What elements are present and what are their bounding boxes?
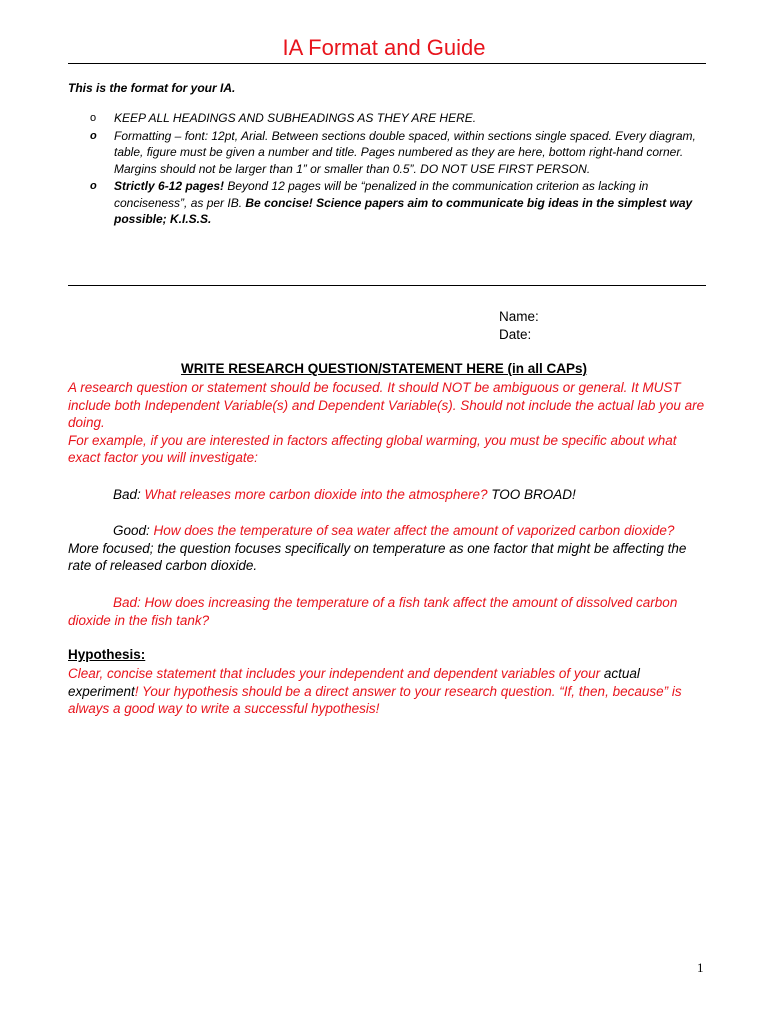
list-item <box>88 178 698 228</box>
bullet-emphasis: Be concise! Science papers aim to communicate big ideas in the simplest way possible; K.I.S.S. <box>114 195 693 226</box>
research-question-guidance <box>68 379 708 467</box>
hyp-text-3: ! Your hypothesis should be a direct answer to your research question. “If, then, because” is always a good way to write a successful hypothesis! <box>68 683 682 717</box>
bullet-marker: o <box>90 112 97 124</box>
format-bullet-list <box>88 110 698 228</box>
research-question-heading: WRITE RESEARCH QUESTION/STATEMENT HERE (in all CAPs) <box>180 361 588 376</box>
date-label: Date: <box>499 327 532 342</box>
bullet-text: KEEP ALL HEADINGS AND SUBHEADINGS AS THEY ARE HERE. <box>114 111 477 125</box>
bad-label: Bad: <box>113 487 145 502</box>
hypothesis-guidance <box>68 665 708 718</box>
bad-example-2-text: Bad: How does increasing the temperature of a fish tank affect the amount of dissolved carbon dioxide in the fish tank? <box>68 595 678 628</box>
rq-paragraph-2: For example, if you are interested in factors affecting global warming, you must be specific about what exact factor you will investigate: <box>68 432 677 466</box>
hyp-text-2: actual experiment <box>68 666 640 699</box>
top-divider <box>68 63 706 64</box>
bullet-lead: Strictly 6-12 pages! <box>114 179 225 193</box>
good-label: Good: <box>113 523 154 538</box>
page-number: 1 <box>697 960 704 975</box>
page-title: IA Format and Guide <box>282 35 486 60</box>
bad-note: TOO BROAD! <box>487 487 576 502</box>
good-note: More focused; the question focuses specifically on temperature as one factor that might be affecting the rate of released carbon dioxide. <box>68 540 687 574</box>
hyp-text-1: Clear, concise statement that includes your independent and dependent variables of your <box>68 666 604 681</box>
bullet-marker: o <box>90 129 97 142</box>
bullet-text: Beyond 12 pages will be “penalized in the communication criterion as lacking in conciseness”, as per IB. <box>114 179 649 210</box>
bullet-marker: o <box>90 180 97 192</box>
bad-example-2 <box>68 594 708 629</box>
hypothesis-heading: Hypothesis: <box>68 647 146 662</box>
bad-example-text: What releases more carbon dioxide into the atmosphere? <box>144 487 488 502</box>
intro-text: This is the format for your IA. <box>68 81 236 95</box>
good-example <box>68 522 708 575</box>
list-item <box>88 110 698 127</box>
bad-example-1 <box>68 486 708 504</box>
good-example-text: How does the temperature of sea water affect the amount of vaporized carbon dioxide? <box>153 523 675 538</box>
list-item <box>88 128 698 178</box>
rq-paragraph-1: A research question or statement should be focused. It should NOT be ambiguous or general. It MUST include both Independent Variable(s) and Dependent Variable(s). Should not include the actual lab you are doing. <box>68 380 705 431</box>
name-label: Name: <box>499 309 539 324</box>
bullet-text: Formatting – font: 12pt, Arial. Between sections double spaced, within sections single spaced. Every diagram, table, figure must be given a number and title. Pages numbered as they are here, bottom right-hand corner. Margins should not be larger than 1” or smaller than 0.5”. DO NOT USE FIRST PERSON. <box>114 128 696 176</box>
section-divider <box>68 285 706 286</box>
name-date-block <box>499 308 539 344</box>
